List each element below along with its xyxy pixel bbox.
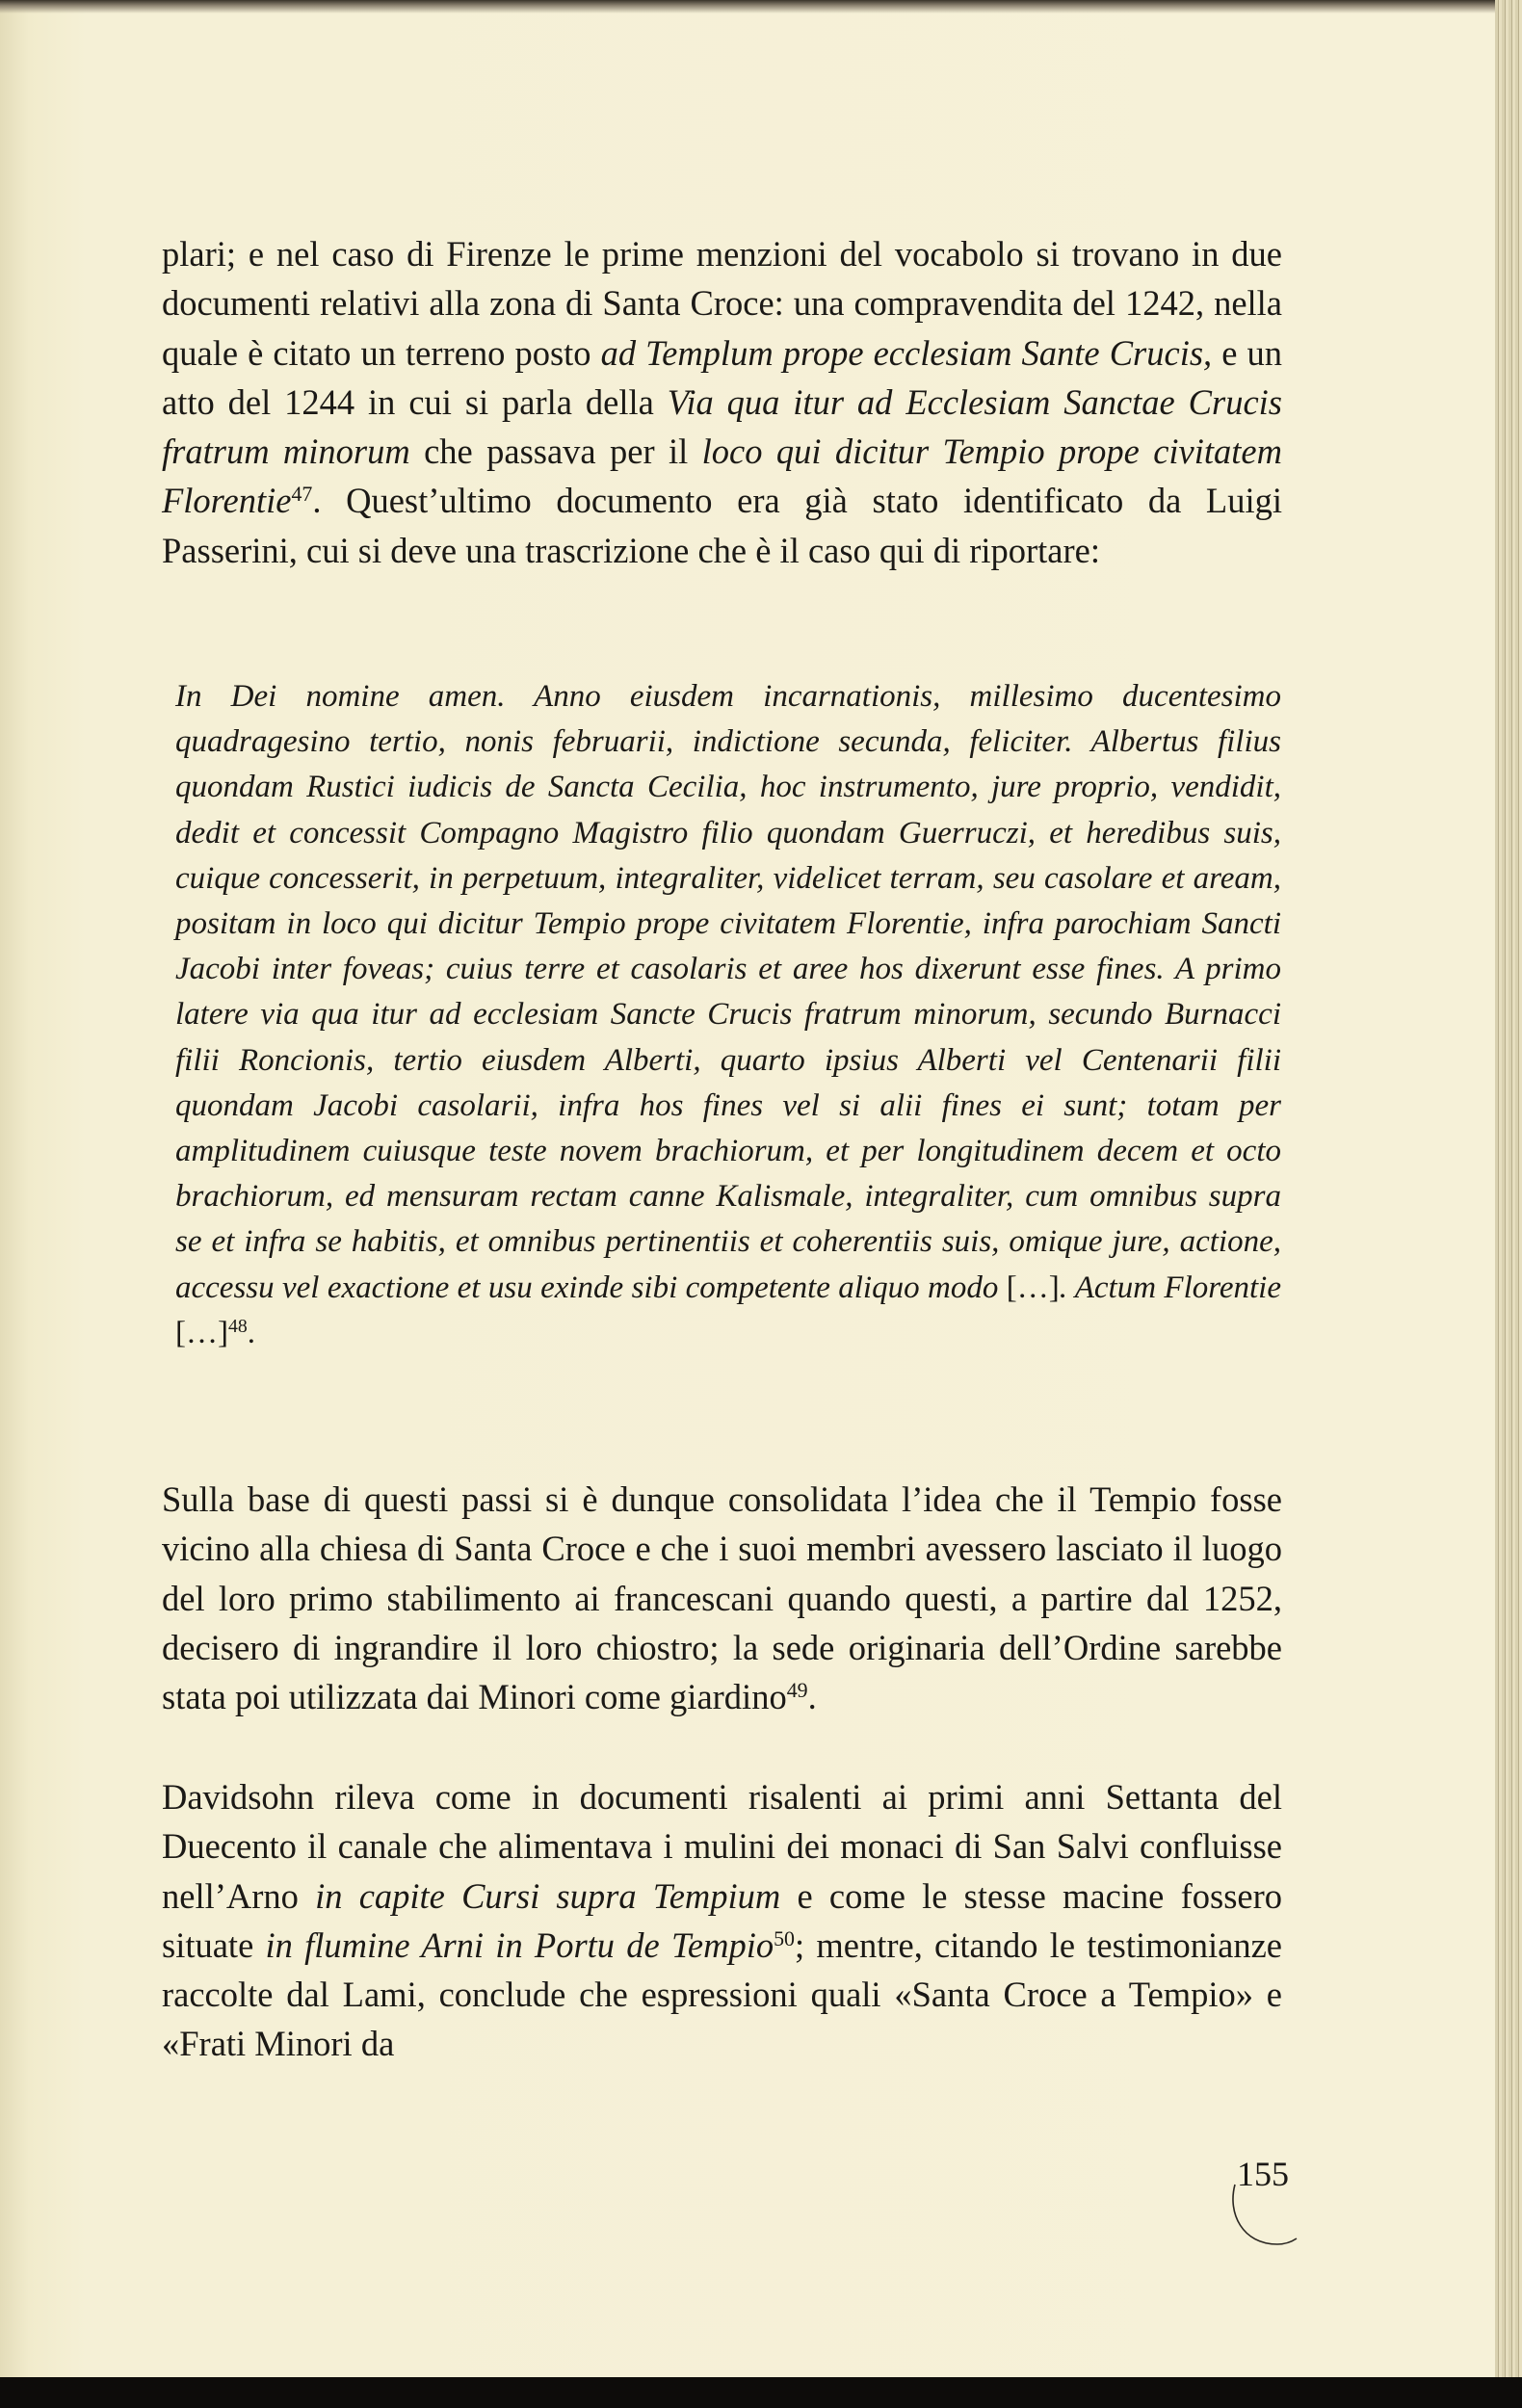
p1-text-1: plari; e nel caso di Firenze le prime menzioni del vocabolo si trovano in due documenti relativi alla zona di Santa Croce: una compravendita del 1242, nella quale è citato un terreno posto <box>162 234 1282 373</box>
p1-italic-1: ad Templum prope ecclesiam Sante Crucis, <box>600 332 1213 373</box>
p3-italic-2: in flumine Arni in Portu de Tempio <box>265 1924 774 1965</box>
page-number: 155 <box>1237 2155 1289 2193</box>
quote-ellipsis-2: […] <box>175 1315 228 1350</box>
p3-text-1: Davidsohn rileva come in documenti risalenti ai primi anni Settanta del Duecento il canale che alimentava i mulini dei monaci di San Salvi confluisse nell’Arno <box>162 1777 1282 1916</box>
quote-ellipsis-1: […] <box>1006 1269 1060 1305</box>
top-shadow <box>0 0 1495 13</box>
quote-end: . <box>247 1315 256 1350</box>
page-stack-edge <box>1495 0 1522 2377</box>
paragraph-2 <box>162 1475 1282 1721</box>
p3-italic-1: in capite Cursi supra Tempium <box>315 1875 781 1916</box>
p1-italic-3: loco qui dicitur Tempio prope civitatem Florentie <box>162 432 1282 521</box>
quote-text: In Dei nomine amen. Anno eiusdem incarnationis, millesimo ducentesimo quadragesino tertio, nonis februarii, indictione secunda, feliciter. Albertus filius quondam Rustici iudicis de Sancta Cecilia, hoc instrumento, jure proprio, vendidit, dedit et concessit Compagno Magistro filio quondam Guerruczi, et heredibus suis, cuique concesserit, in perpetuum, integraliter, videlicet terram, seu casolare et aream, positam in loco qui dicitur Tempio prope civitatem Florentie, infra parochiam Sancti Jacobi inter foveas; cuius terre et casolaris et aree hos dixerunt esse fines. A primo latere via qua itur ad ecclesiam Sancte Crucis fratrum minorum, secundo Burnacci filii Roncionis, tertio eiusdem Alberti, quarto ipsius Alberti vel Centenarii filii quondam Jacobi casolarii, infra hos fines vel si alii fines ei sunt; totam per amplitudinem cuiusque teste novem brachiorum, et per longitudinem decem et octo brachiorum, ed mensuram rectam canne Kalismale, integraliter, cum omnibus supra se et infra se habitis, et omnibus pertinentiis et coherentiis suis, omique jure, actione, accessu vel exactione et usu exinde sibi competente aliquo modo <box>175 679 1281 1305</box>
quote-mid: . Actum Florentie <box>1059 1269 1281 1305</box>
p1-text-4: . Quest’ultimo documento era già stato identificato da Luigi Passerini, cui si deve una trascrizione che è il caso qui di riportare: <box>162 481 1282 570</box>
paragraph-3 <box>162 1772 1282 2069</box>
p1-italic-2: Via qua itur ad Ecclesiam Sanctae Crucis fratrum minorum <box>162 381 1283 472</box>
p3-text-2: e come le stesse macine fossero situate <box>162 1875 1282 1965</box>
footnote-ref-48[interactable]: 48 <box>227 1315 248 1337</box>
p1-text-2: e un atto del 1244 in cui si parla della <box>162 332 1282 422</box>
scan-border <box>0 2377 1522 2408</box>
p2-end: . <box>807 1677 817 1717</box>
footnote-ref-47[interactable]: 47 <box>291 482 313 507</box>
p2-text: Sulla base di questi passi si è dunque consolidata l’idea che il Tempio fosse vicino alla chiesa di Santa Croce e che i suoi membri avessero lasciato il luogo del loro primo stabilimento ai francescani quando questi, a partire dal 1252, decisero di ingrandire il loro chiostro; la sede originaria dell’Ordine sarebbe stata poi utilizzata dai Minori come giardino <box>162 1479 1282 1717</box>
folio-ornament <box>1223 2165 1300 2252</box>
p3-text-3: ; mentre, citando le testimonianze raccolte dal Lami, conclude che espressioni quali «Santa Croce a Tempio» e «Frati Minori da <box>162 1924 1282 2064</box>
paragraph-1 <box>162 229 1282 575</box>
footnote-ref-50[interactable]: 50 <box>774 1925 795 1950</box>
footnote-ref-49[interactable]: 49 <box>786 1678 808 1703</box>
p1-text-3: che passava per il <box>409 432 702 472</box>
block-quote <box>175 674 1281 1356</box>
